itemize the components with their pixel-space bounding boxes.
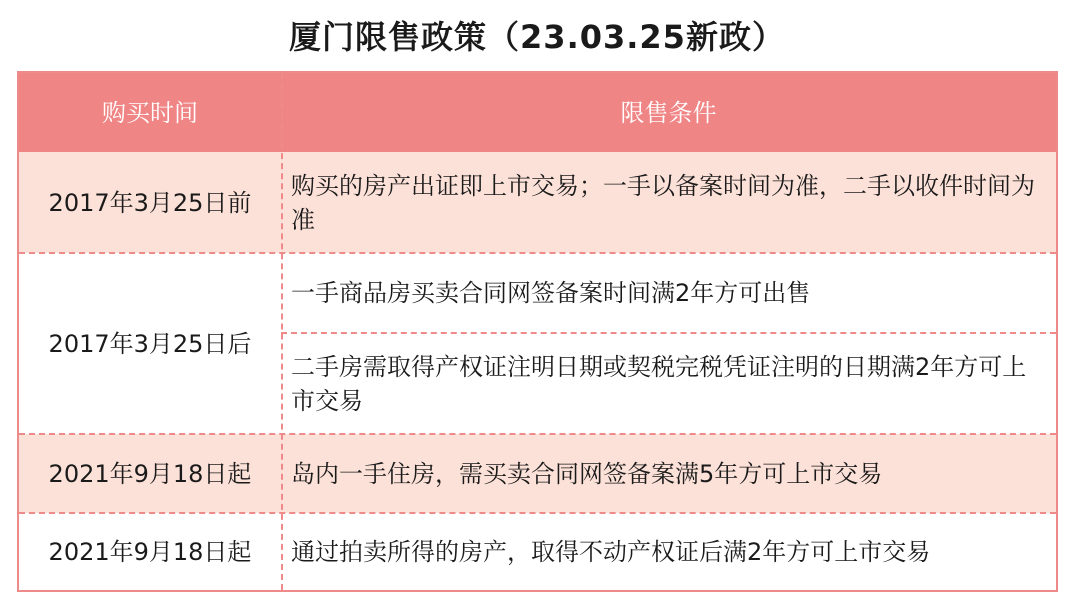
table-row-4-time: 2021年9月18日起 <box>19 513 281 590</box>
table-row-1-condition <box>281 152 1056 253</box>
table-row-4-condition <box>281 513 1056 590</box>
policy-table <box>17 71 1058 592</box>
table-row-3-time: 2021年9月18日起 <box>19 434 281 513</box>
condition-text: 购买的房产出证即上市交易；一手以备案时间为准，二手以收件时间为准 <box>291 171 1035 234</box>
row-divider <box>19 433 1056 435</box>
table-row-3-condition <box>281 434 1056 513</box>
condition-text: 通过拍卖所得的房产，取得不动产权证后满2年方可上市交易 <box>291 537 931 566</box>
header-purchase-time: 购买时间 <box>19 73 281 152</box>
condition-text: 一手商品房买卖合同网签备案时间满2年方可出售 <box>291 279 811 307</box>
table-row-1-time: 2017年3月25日前 <box>19 152 281 253</box>
table-row-2-condition-1 <box>281 253 1056 333</box>
condition-text: 岛内一手住房，需买卖合同网签备案满5年方可上市交易 <box>291 459 883 488</box>
header-restriction-conditions: 限售条件 <box>281 73 1056 152</box>
row-divider <box>19 252 1056 254</box>
row-divider <box>19 512 1056 514</box>
condition-text: 二手房需取得产权证注明日期或契税完税凭证注明的日期满2年方可上市交易 <box>291 352 1027 415</box>
row-divider <box>281 332 1056 334</box>
table-row-2-time: 2017年3月25日后 <box>19 253 281 434</box>
page-title: 厦门限售政策（23.03.25新政） <box>289 18 785 56</box>
table-row-2-condition-2 <box>281 333 1056 434</box>
